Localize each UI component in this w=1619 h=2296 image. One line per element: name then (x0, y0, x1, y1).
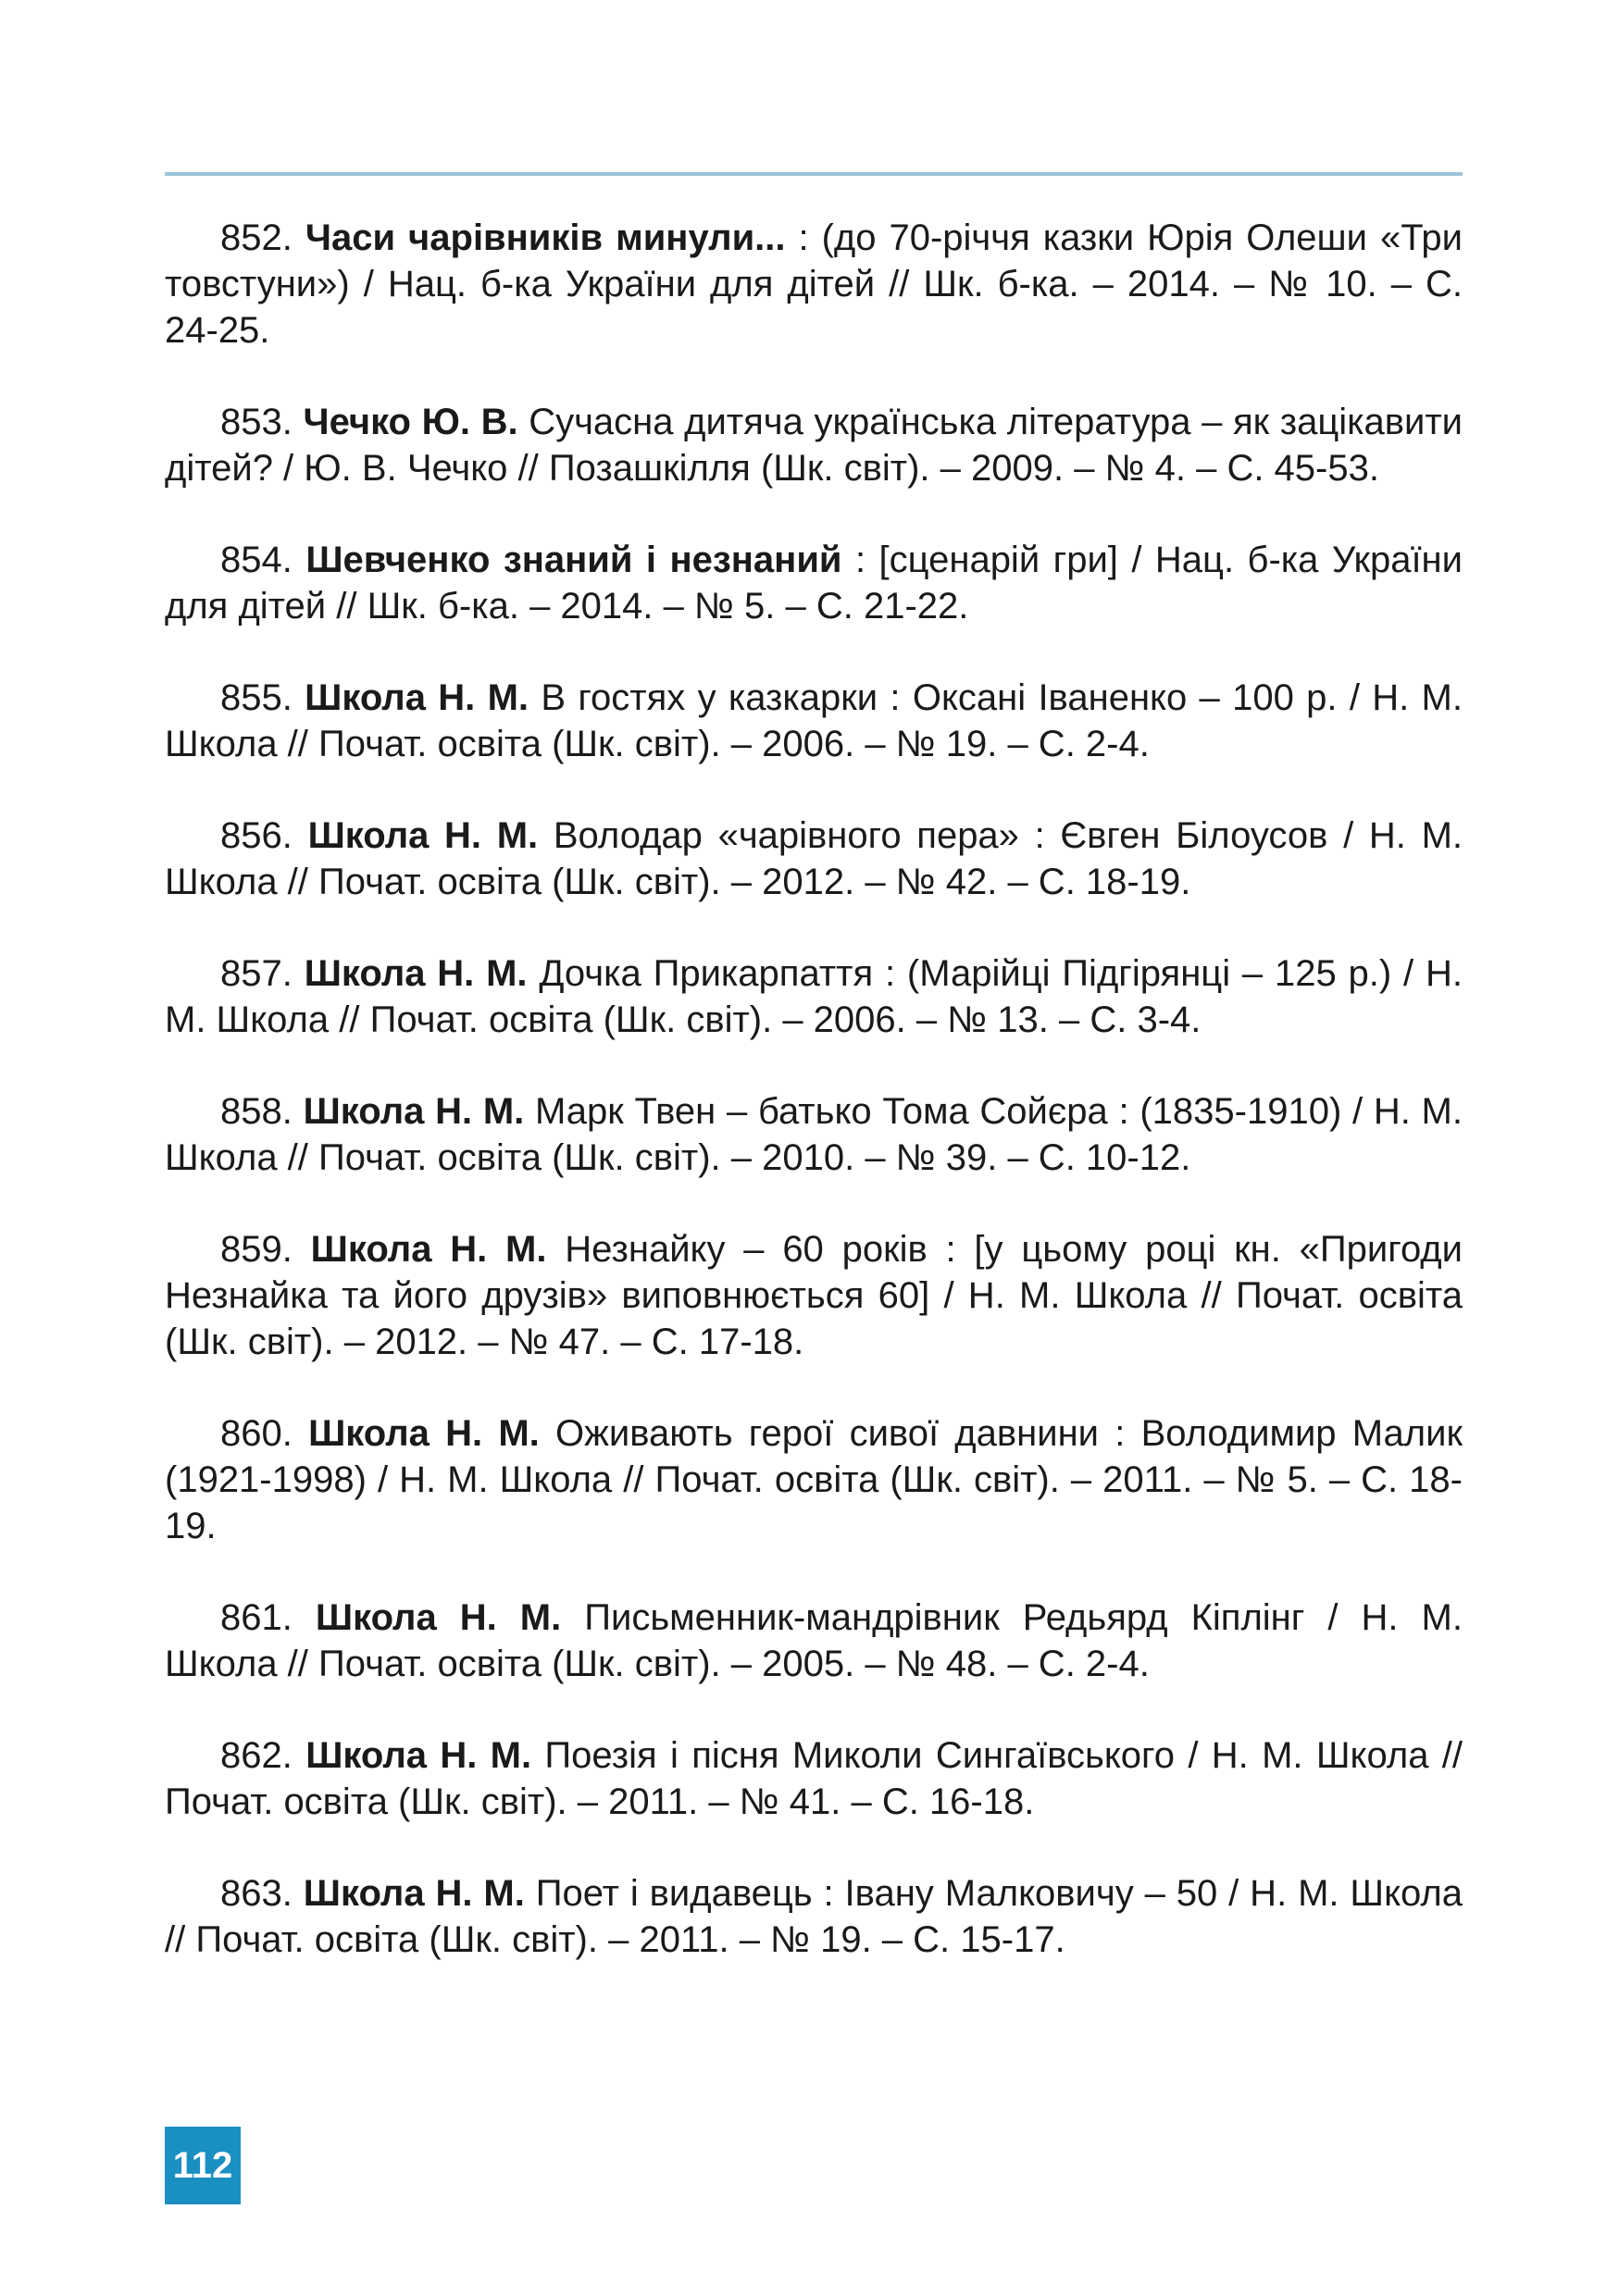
entry-author: Школа Н. М. (303, 1873, 525, 1914)
bibliography-entry (165, 215, 1463, 354)
entry-number: 856. (220, 815, 293, 856)
entry-number: 861. (220, 1597, 293, 1638)
page-number: 112 (165, 2127, 241, 2204)
entry-number: 860. (220, 1413, 293, 1454)
entry-text: : [сценарій гри] / Нац. б-ка України для дітей // Шк. б-ка. – 2014. – № 5. – С. 21-22. (165, 540, 1463, 627)
entry-number: 858. (220, 1091, 293, 1132)
entry-number: 857. (220, 953, 293, 994)
bibliography-entry (165, 1088, 1463, 1181)
entry-author: Школа Н. М. (308, 1413, 540, 1454)
entry-text: Володар «чарівного пера» : Євген Білоусов / Н. М. Школа // Почат. освіта (Шк. світ). – 2012. – № 42. – С. 18-19. (165, 815, 1463, 902)
entry-text: Поет і видавець : Івану Малковичу – 50 / Н. М. Школа // Почат. освіта (Шк. світ). – 2011. – № 19. – С. 15-17. (165, 1873, 1463, 1960)
entry-number: 855. (220, 677, 293, 718)
bibliography-list (165, 215, 1463, 2008)
bibliography-entry (165, 537, 1463, 629)
entry-number: 863. (220, 1873, 293, 1914)
entry-text: : (до 70-річчя казки Юрія Олеши «Три товстуни») / Нац. б-ка України для дітей // Шк. б-ка. – 2014. – № 10. – С. 24-25. (165, 217, 1463, 351)
entry-number: 852. (220, 217, 293, 258)
entry-text: Оживають герої сивої давнини : Володимир Малик (1921-1998) / Н. М. Школа // Почат. освіта (Шк. світ). – 2011. – № 5. – С. 18-19. (165, 1413, 1463, 1546)
entry-text: Незнайку – 60 років : [у цьому році кн. «Пригоди Незнайка та його друзів» виповнюється 60] / Н. М. Школа // Почат. освіта (Шк. світ). – 2012. – № 47. – С. 17-18. (165, 1229, 1463, 1362)
entry-author: Школа Н. М. (307, 815, 539, 856)
entry-text: Поезія і пісня Миколи Сингаївського / Н. М. Школа // Почат. освіта (Шк. світ). – 2011. – № 41. – С. 16-18. (165, 1735, 1463, 1822)
entry-number: 859. (220, 1229, 293, 1270)
entry-author: Школа Н. М. (315, 1597, 562, 1638)
entry-author: Шевченко знаний і незнаний (305, 540, 842, 580)
entry-author: Школа Н. М. (305, 1735, 532, 1776)
entry-author: Чечко Ю. В. (303, 402, 518, 442)
entry-number: 862. (220, 1735, 293, 1776)
entry-author: Школа Н. М. (305, 677, 529, 718)
bibliography-entry (165, 1595, 1463, 1687)
entry-author: Школа Н. М. (310, 1229, 547, 1270)
entry-text: В гостях у казкарки : Оксані Іваненко – 100 р. / Н. М. Школа // Почат. освіта (Шк. світ). – 2006. – № 19. – С. 2-4. (165, 677, 1463, 764)
bibliography-entry (165, 1732, 1463, 1825)
entry-text: Сучасна дитяча українська література – як зацікавити дітей? / Ю. В. Чечко // Позашкілля (Шк. світ). – 2009. – № 4. – С. 45-53. (165, 402, 1463, 489)
entry-text: Письменник-мандрівник Редьярд Кіплінг / Н. М. Школа // Почат. освіта (Шк. світ). – 2005. – № 48. – С. 2-4. (165, 1597, 1463, 1684)
entry-author: Школа Н. М. (303, 1091, 525, 1132)
bibliography-entry (165, 813, 1463, 905)
header-rule (165, 172, 1463, 176)
entry-number: 853. (220, 402, 293, 442)
entry-text: Марк Твен – батько Тома Сойєра : (1835-1910) / Н. М. Школа // Почат. освіта (Шк. світ). – 2010. – № 39. – С. 10-12. (165, 1091, 1463, 1178)
bibliography-entry (165, 1870, 1463, 1963)
bibliography-entry (165, 1410, 1463, 1549)
entry-author: Часи чарівників минули... (305, 217, 786, 258)
bibliography-entry (165, 1226, 1463, 1365)
bibliography-entry (165, 950, 1463, 1043)
bibliography-entry (165, 399, 1463, 491)
entry-author: Школа Н. М. (304, 953, 528, 994)
bibliography-entry (165, 675, 1463, 767)
entry-number: 854. (220, 540, 293, 580)
entry-text: Дочка Прикарпаття : (Марійці Підгірянці – 125 р.) / Н. М. Школа // Почат. освіта (Шк. світ). – 2006. – № 13. – С. 3-4. (165, 953, 1463, 1040)
